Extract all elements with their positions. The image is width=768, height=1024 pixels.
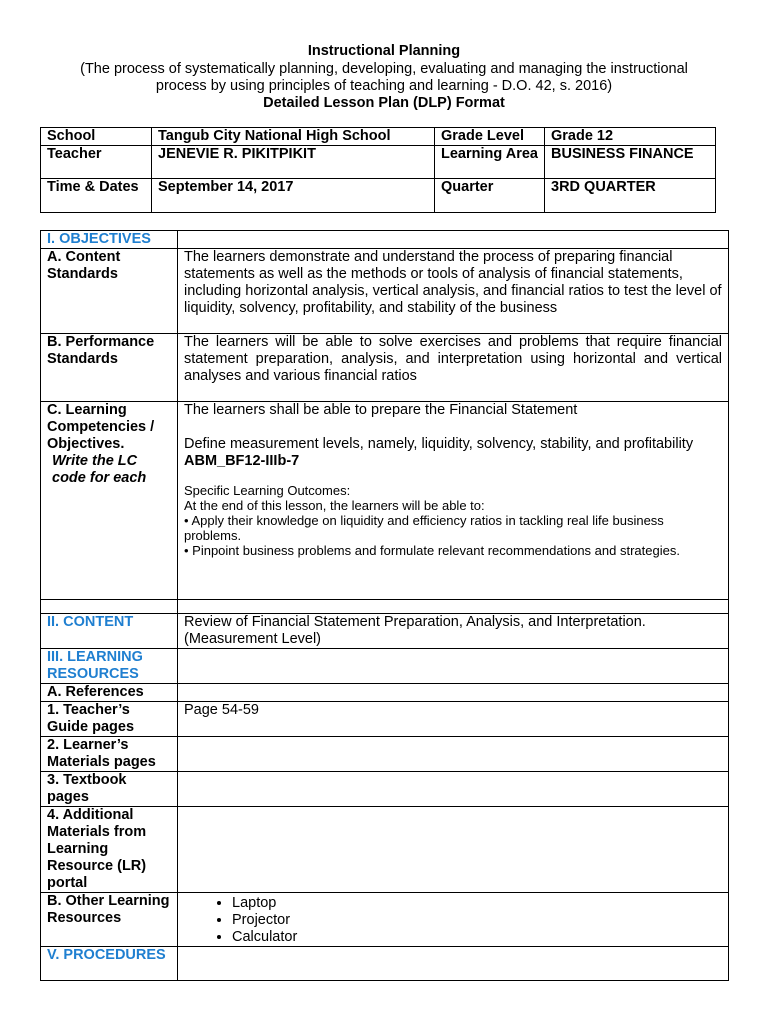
other-resources-list-cell bbox=[178, 893, 729, 947]
slo-item-1: • Apply their knowledge on liquidity and efficiency ratios in tackling real life business problems. bbox=[184, 513, 664, 543]
format-title: Detailed Lesson Plan (DLP) Format bbox=[263, 95, 505, 111]
list-item: • Laptop bbox=[232, 895, 722, 912]
document-description-line-1: (The process of systematically planning, developing, evaluating and managing the instructional bbox=[80, 61, 688, 77]
info-row-time bbox=[41, 179, 716, 213]
slo-item-2: • Pinpoint business problems and formulate relevant recommendations and strategies. bbox=[184, 543, 680, 558]
time-dates-label: Time & Dates bbox=[41, 179, 152, 213]
other-resources-list bbox=[184, 895, 722, 946]
competency-1: The learners shall be able to prepare the Financial Statement bbox=[184, 402, 578, 418]
teacher-value: JENEVIE R. PIKITPIKIT bbox=[152, 146, 435, 179]
slo-intro: At the end of this lesson, the learners will be able to: bbox=[184, 498, 485, 513]
school-value: Tangub City National High School bbox=[152, 128, 435, 146]
learning-resources-heading: III. LEARNING RESOURCES bbox=[41, 649, 178, 684]
references-row bbox=[41, 684, 729, 702]
learner-materials-label: 2. Learner’s Materials pages bbox=[41, 737, 178, 772]
textbook-label: 3. Textbook pages bbox=[41, 772, 178, 807]
lc-code: ABM_BF12-IIIb-7 bbox=[184, 453, 300, 469]
performance-standards-text: The learners will be able to solve exercises and problems that require financial statement preparation, analysis, and interpretation using horizontal and vertical analyses and various financial ratios bbox=[178, 334, 729, 402]
time-dates-value: September 14, 2017 bbox=[152, 179, 435, 213]
content-heading: II. CONTENT bbox=[41, 614, 178, 649]
procedures-row bbox=[41, 947, 729, 981]
spacer-row bbox=[41, 600, 729, 614]
list-item: • Calculator bbox=[232, 929, 722, 946]
objectives-row bbox=[41, 231, 729, 249]
document-title: Instructional Planning bbox=[307, 43, 461, 59]
textbook-row bbox=[41, 772, 729, 807]
list-item: • Projector bbox=[232, 912, 722, 929]
additional-materials-label: 4. Additional Materials from Learning Resource (LR) portal bbox=[41, 807, 178, 893]
teacher-guide-label: 1. Teacher’s Guide pages bbox=[41, 702, 178, 737]
quarter-value: 3RD QUARTER bbox=[545, 179, 716, 213]
content-standards-row bbox=[41, 249, 729, 334]
performance-standards-label: B. Performance Standards bbox=[41, 334, 178, 402]
quarter-label: Quarter bbox=[435, 179, 545, 213]
content-standards-text: The learners demonstrate and understand the process of preparing financial statements as well as the methods or tools of analysis of financial statements, including horizontal analysis, vertical analysis, and financial ratios to test the level of liquidity, solvency, profitability, and stability of the business bbox=[178, 249, 729, 334]
learning-competencies-label: C. Learning Competencies / Objectives. bbox=[47, 402, 155, 452]
learning-competencies-cell bbox=[41, 402, 178, 600]
performance-standards-row bbox=[41, 334, 729, 402]
procedures-heading: V. PROCEDURES bbox=[41, 947, 178, 981]
other-resources-row bbox=[41, 893, 729, 947]
grade-level-label: Grade Level bbox=[435, 128, 545, 146]
school-label: School bbox=[41, 128, 152, 146]
content-standards-label: A. Content Standards bbox=[41, 249, 178, 334]
learning-competencies-row bbox=[41, 402, 729, 600]
document-description-line-2: process by using principles of teaching and learning - D.O. 42, s. 2016) bbox=[155, 78, 613, 94]
learning-area-label: Learning Area bbox=[435, 146, 545, 179]
competency-2: Define measurement levels, namely, liquidity, solvency, stability, and profitability bbox=[184, 436, 694, 452]
info-row-school bbox=[41, 128, 716, 146]
slo-title: Specific Learning Outcomes: bbox=[184, 483, 351, 498]
learning-resources-row bbox=[41, 649, 729, 684]
content-row bbox=[41, 614, 729, 649]
learning-area-value: BUSINESS FINANCE bbox=[545, 146, 716, 179]
grade-level-value: Grade 12 bbox=[545, 128, 716, 146]
other-resources-label: B. Other Learning Resources bbox=[41, 893, 178, 947]
learning-competencies-content bbox=[178, 402, 729, 600]
lesson-plan-table bbox=[40, 230, 729, 981]
additional-materials-row bbox=[41, 807, 729, 893]
lc-code-note: Write the LC code for each bbox=[52, 453, 147, 486]
learner-materials-row bbox=[41, 737, 729, 772]
info-row-teacher bbox=[41, 146, 716, 179]
references-label: A. References bbox=[41, 684, 178, 702]
info-table bbox=[40, 127, 716, 213]
objectives-heading: I. OBJECTIVES bbox=[41, 231, 178, 249]
teacher-guide-pages: Page 54-59 bbox=[178, 702, 729, 737]
teacher-label: Teacher bbox=[41, 146, 152, 179]
content-text: Review of Financial Statement Preparation, Analysis, and Interpretation. (Measurement Level) bbox=[178, 614, 729, 649]
teacher-guide-row bbox=[41, 702, 729, 737]
